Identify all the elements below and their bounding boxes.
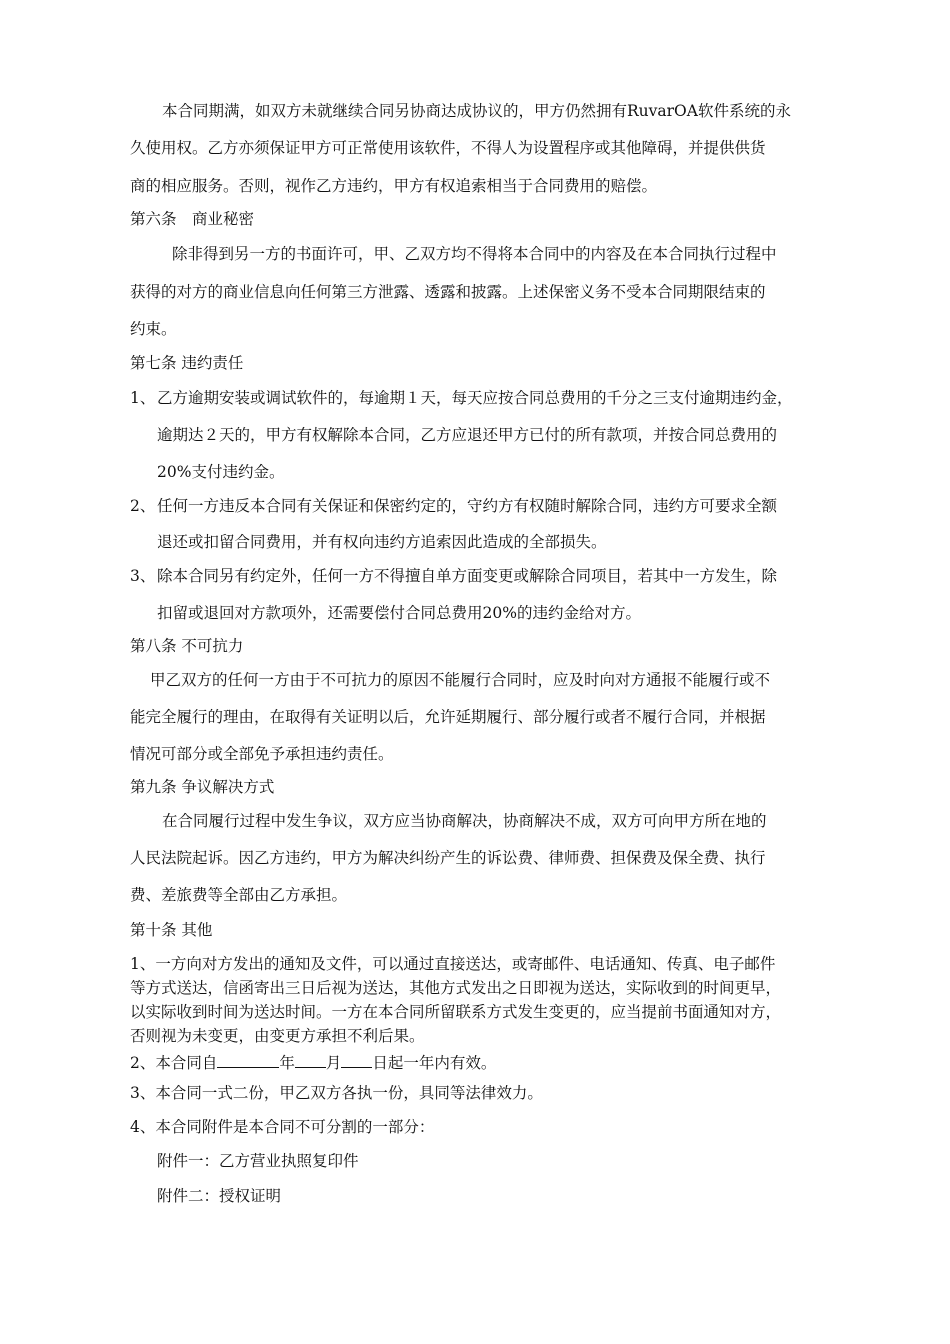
clause-text: 年: [279, 1054, 295, 1072]
article-heading: 第七条 违约责任: [130, 354, 244, 372]
para-line: 1、一方向对方发出的通知及文件，可以通过直接送达，或寄邮件、电话通知、传真、电子邮件: [130, 955, 776, 973]
list-line: 除本合同另有约定外，任何一方不得擅自单方面变更或解除合同项目，若其中一方发生，除: [157, 567, 778, 585]
para-line: 4、本合同附件是本合同不可分割的一部分：: [130, 1118, 435, 1136]
para-line: 久使用权。乙方亦须保证甲方可正常使用该软件，不得人为设置程序或其他障碍，并提供供货: [130, 139, 766, 157]
article-heading: 第九条 争议解决方式: [130, 778, 275, 796]
list-line: 逾期达２天的，甲方有权解除本合同，乙方应退还甲方已付的所有款项，并按合同总费用的: [157, 426, 778, 444]
para-line: 情况可部分或全部免予承担违约责任。: [130, 745, 394, 763]
para-line: 商的相应服务。否则，视作乙方违约，甲方有权追索相当于合同费用的赔偿。: [130, 177, 658, 195]
para-line: 费、差旅费等全部由乙方承担。: [130, 886, 348, 904]
para-line: 3、本合同一式二份，甲乙双方各执一份，具同等法律效力。: [130, 1084, 543, 1102]
para-line: 能完全履行的理由，在取得有关证明以后，允许延期履行、部分履行或者不履行合同，并根据: [130, 708, 766, 726]
list-line: 退还或扣留合同费用，并有权向违约方追索因此造成的全部损失。: [157, 533, 607, 551]
clause-text: 月: [325, 1054, 342, 1072]
para-line: 否则视为未变更，由变更方承担不利后果。: [130, 1027, 425, 1045]
blank-year-field: [217, 1051, 279, 1068]
blank-day-field: [341, 1051, 372, 1068]
list-line: 任何一方违反本合同有关保证和保密约定的，守约方有权随时解除合同，违约方可要求全额: [157, 497, 778, 515]
clause-text: 2、本合同自: [130, 1054, 218, 1072]
para-line: 除非得到另一方的书面许可，甲、乙双方均不得将本合同中的内容及在本合同执行过程中: [172, 245, 777, 263]
article-heading: 第八条 不可抗力: [130, 637, 244, 655]
list-line: 乙方逾期安装或调试软件的，每逾期１天，每天应按合同总费用的千分之三支付逾期违约金，: [157, 389, 793, 407]
article-heading: 第十条 其他: [130, 921, 213, 939]
para-line: 人民法院起诉。因乙方违约，甲方为解决纠纷产生的诉讼费、律师费、担保费及保全费、执行: [130, 849, 766, 867]
attachment-item: 附件二：授权证明: [157, 1187, 282, 1205]
para-line: 获得的对方的商业信息向任何第三方泄露、透露和披露。上述保密义务不受本合同期限结束的: [130, 283, 766, 301]
article-heading: 第六条 商业秘密: [130, 210, 255, 228]
para-line: 约束。: [130, 320, 177, 338]
effective-date-clause: [130, 1051, 496, 1073]
para-line: 等方式送达，信函寄出三日后视为送达，其他方式发出之日即视为送达，实际收到的时间更早，: [130, 979, 782, 997]
list-number: 1、: [130, 389, 156, 407]
list-line: 扣留或退回对方款项外，还需要偿付合同总费用20%的违约金给对方。: [157, 604, 641, 622]
clause-text: 日起一年内有效。: [372, 1054, 497, 1072]
para-line: 本合同期满，如双方未就继续合同另协商达成协议的，甲方仍然拥有RuvarOA软件系统的永: [162, 102, 791, 120]
para-line: 以实际收到时间为送达时间。一方在本合同所留联系方式发生变更的，应当提前书面通知对方，: [130, 1003, 782, 1021]
para-line: 甲乙双方的任何一方由于不可抗力的原因不能履行合同时，应及时向对方通报不能履行或不: [150, 671, 771, 689]
para-line: 在合同履行过程中发生争议，双方应当协商解决，协商解决不成，双方可向甲方所在地的: [162, 812, 767, 830]
list-number: 3、: [130, 567, 156, 585]
list-number: 2、: [130, 497, 156, 515]
list-line: 20%支付违约金。: [157, 463, 285, 481]
blank-month-field: [295, 1051, 326, 1068]
attachment-item: 附件一：乙方营业执照复印件: [157, 1152, 359, 1170]
